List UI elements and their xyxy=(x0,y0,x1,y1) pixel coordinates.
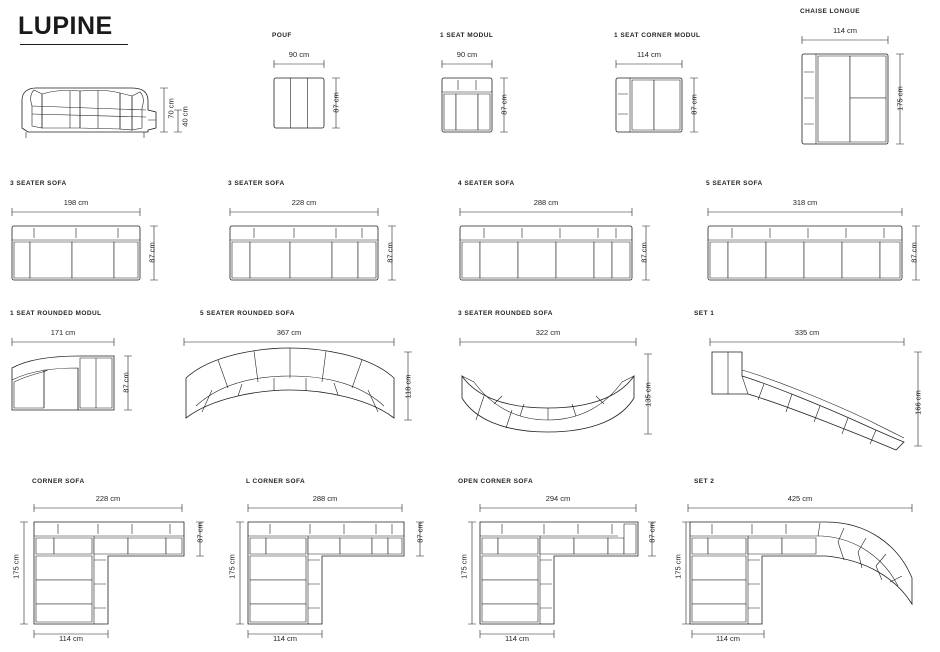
item-corner-sofa-height-87: 87 cm xyxy=(195,522,205,543)
item-chaise-longue-height: 175 cm xyxy=(895,86,905,111)
item-4-seater-sofa-288-width: 288 cm xyxy=(533,198,559,207)
set2-drawing xyxy=(686,520,918,626)
item-l-corner-sofa-height-87: 87 cm xyxy=(415,522,425,543)
item-4-seater-sofa-288 xyxy=(458,180,668,290)
hero-height-2: 40 cm xyxy=(180,106,190,127)
hero-sofa-drawing xyxy=(10,70,180,150)
item-corner-sofa-height-175: 175 cm xyxy=(11,554,21,579)
item-l-corner-sofa-width: 288 cm xyxy=(312,494,338,503)
item-1-seat-corner-modul-height: 87 cm xyxy=(689,94,699,115)
item-4-seater-sofa-288-label: 4 SEATER SOFA xyxy=(458,180,515,187)
item-5-seater-rounded-sofa-label: 5 SEATER ROUNDED SOFA xyxy=(200,310,295,317)
item-corner-sofa-label: CORNER SOFA xyxy=(32,478,85,485)
item-1-seat-corner-modul-width: 114 cm xyxy=(636,50,662,59)
item-pouf-label: POUF xyxy=(272,32,292,39)
title-underline xyxy=(20,44,128,45)
corner-sofa-drawing xyxy=(32,520,188,626)
rounded-modul-drawing xyxy=(10,354,120,416)
item-set-2-depth: 114 cm xyxy=(715,634,741,643)
seat-modul-drawing xyxy=(440,76,496,138)
item-3-seater-rounded-sofa-width: 322 cm xyxy=(535,328,561,337)
item-open-corner-sofa-height-87: 87 cm xyxy=(647,522,657,543)
item-open-corner-sofa xyxy=(458,478,658,643)
item-set-2-label: SET 2 xyxy=(694,478,715,485)
item-pouf-width: 90 cm xyxy=(288,50,310,59)
item-5-seater-sofa-318-label: 5 SEATER SOFA xyxy=(706,180,763,187)
page-title: LUPINE xyxy=(18,12,113,40)
item-corner-sofa-depth: 114 cm xyxy=(58,634,84,643)
item-1-seat-rounded-modul-height: 87 cm xyxy=(121,372,131,393)
item-3-seater-sofa-198-width: 198 cm xyxy=(63,198,89,207)
rounded3-drawing xyxy=(458,352,640,442)
item-l-corner-sofa-depth: 114 cm xyxy=(272,634,298,643)
item-1-seat-modul-width: 90 cm xyxy=(456,50,478,59)
sofa228-drawing xyxy=(228,224,382,286)
item-3-seater-sofa-228-width: 228 cm xyxy=(291,198,317,207)
item-1-seat-rounded-modul-label: 1 SEAT ROUNDED MODUL xyxy=(10,310,102,317)
item-3-seater-rounded-sofa-height: 135 cm xyxy=(643,382,653,407)
item-l-corner-sofa-height-175: 175 cm xyxy=(227,554,237,579)
sofa288-drawing xyxy=(458,224,636,286)
l-corner-drawing xyxy=(246,520,408,626)
item-open-corner-sofa-height-175: 175 cm xyxy=(459,554,469,579)
item-set-1-height: 166 cm xyxy=(913,390,923,415)
item-3-seater-rounded-sofa xyxy=(458,310,678,440)
item-5-seater-sofa-318-height: 87 cm xyxy=(909,242,919,263)
item-lupine-hero xyxy=(10,70,190,150)
item-3-seater-sofa-228-height: 87 cm xyxy=(385,242,395,263)
item-1-seat-rounded-modul-width: 171 cm xyxy=(50,328,76,337)
corner-modul-drawing xyxy=(614,76,686,138)
sofa198-drawing xyxy=(10,224,144,286)
item-open-corner-sofa-depth: 114 cm xyxy=(504,634,530,643)
item-1-seat-rounded-modul xyxy=(10,310,190,440)
item-l-corner-sofa-label: L CORNER SOFA xyxy=(246,478,306,485)
sofa318-drawing xyxy=(706,224,906,286)
item-3-seater-rounded-sofa-label: 3 SEATER ROUNDED SOFA xyxy=(458,310,553,317)
item-open-corner-sofa-label: OPEN CORNER SOFA xyxy=(458,478,534,485)
item-pouf xyxy=(272,32,382,152)
item-4-seater-sofa-288-height: 87 cm xyxy=(639,242,649,263)
item-set-1-label: SET 1 xyxy=(694,310,715,317)
item-l-corner-sofa xyxy=(228,478,428,643)
item-5-seater-sofa-318-width: 318 cm xyxy=(792,198,818,207)
item-3-seater-sofa-198-label: 3 SEATER SOFA xyxy=(10,180,67,187)
item-chaise-longue-width: 114 cm xyxy=(832,26,858,35)
item-set-2-width: 425 cm xyxy=(787,494,813,503)
item-chaise-longue-label: CHAISE LONGUE xyxy=(800,8,861,15)
item-3-seater-sofa-228 xyxy=(228,180,428,290)
pouf-drawing xyxy=(272,76,328,136)
item-1-seat-corner-modul xyxy=(614,32,744,152)
item-3-seater-sofa-198 xyxy=(10,180,190,290)
item-1-seat-modul-height: 87 cm xyxy=(499,94,509,115)
item-chaise-longue xyxy=(796,8,936,158)
item-open-corner-sofa-width: 294 cm xyxy=(545,494,571,503)
rounded5-drawing xyxy=(182,350,398,430)
item-1-seat-modul xyxy=(440,32,550,152)
chaise-drawing xyxy=(800,52,892,148)
hero-height-1: 70 cm xyxy=(166,98,176,119)
item-3-seater-sofa-198-height: 87 cm xyxy=(147,242,157,263)
item-set-2-height-175: 175 cm xyxy=(673,554,683,579)
item-corner-sofa-width: 228 cm xyxy=(95,494,121,503)
item-3-seater-sofa-228-label: 3 SEATER SOFA xyxy=(228,180,285,187)
item-1-seat-corner-modul-label: 1 SEAT CORNER MODUL xyxy=(614,32,701,39)
item-5-seater-rounded-sofa xyxy=(182,310,432,440)
open-corner-drawing xyxy=(478,520,642,626)
item-5-seater-sofa-318 xyxy=(706,180,936,290)
item-set-2 xyxy=(673,478,936,643)
item-set-1 xyxy=(694,310,936,440)
item-1-seat-modul-label: 1 SEAT MODUL xyxy=(440,32,494,39)
item-5-seater-rounded-sofa-height: 118 cm xyxy=(403,374,413,399)
item-set-1-width: 335 cm xyxy=(794,328,820,337)
item-5-seater-rounded-sofa-width: 367 cm xyxy=(276,328,302,337)
set1-drawing xyxy=(708,350,908,454)
item-pouf-height: 87 cm xyxy=(331,92,341,113)
item-corner-sofa xyxy=(10,478,210,643)
